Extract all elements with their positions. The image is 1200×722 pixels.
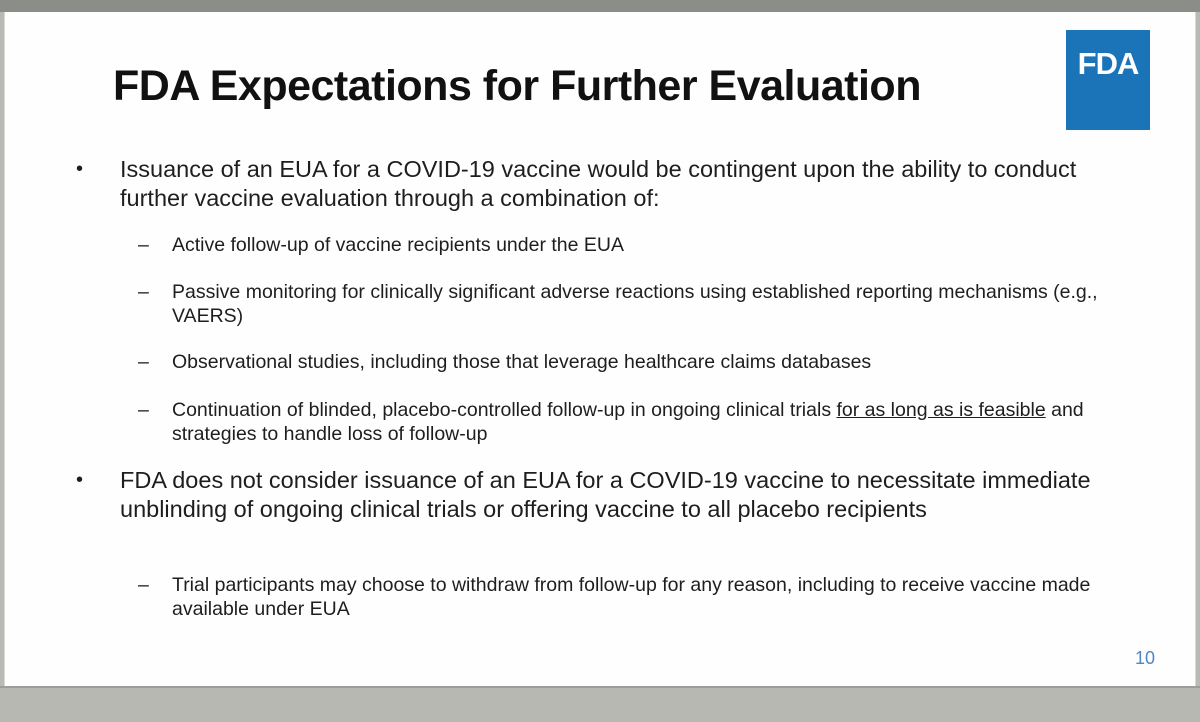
sub-item-1-1 [138, 233, 1127, 257]
viewer-top-bar [0, 0, 1200, 12]
bullet-text: Issuance of an EUA for a COVID-19 vaccine would be contingent upon the ability to conduct further vaccine evaluation through a combination of: [120, 156, 1077, 211]
dash-marker: – [138, 574, 149, 596]
sub-item-text [172, 398, 1092, 446]
presentation-slide [4, 12, 1196, 686]
sub-item-text: Observational studies, including those that leverage healthcare claims databases [172, 351, 872, 373]
dash-marker: – [138, 351, 149, 373]
bullet-text: FDA does not consider issuance of an EUA for a COVID-19 vaccine to necessitate immediate unblinding of ongoing clinical trials or offering vaccine to all placebo recipients [120, 467, 1091, 522]
viewer-bottom-bar [0, 686, 1200, 722]
bullet-item-1 [76, 155, 1130, 213]
sub-item-text: Trial participants may choose to withdraw from follow-up for any reason, including to receive vaccine made available under EUA [172, 574, 1091, 620]
bullet-marker: • [76, 158, 84, 180]
dash-marker: – [138, 281, 149, 303]
sub-item-1-3 [138, 350, 1127, 374]
sub-item-text-part: Continuation of blinded, placebo-controlled follow-up in ongoing clinical trials [172, 399, 837, 421]
sub-item-text-part: and strategies to handle loss of follow-up [172, 399, 1084, 445]
bullet-marker: • [76, 469, 84, 491]
dash-marker: – [138, 234, 149, 256]
bullet-item-2 [76, 466, 1110, 524]
underlined-emphasis: for as long as is feasible [836, 399, 1046, 421]
fda-logo: FDA [1066, 30, 1150, 130]
slide-page-number: 10 [1135, 648, 1156, 668]
sub-item-text: Active follow-up of vaccine recipients under the EUA [172, 234, 624, 256]
sub-item-1-4 [138, 398, 1092, 446]
slide-title: FDA Expectations for Further Evaluation [113, 62, 921, 110]
sub-item-2-1 [138, 573, 1112, 621]
sub-item-1-2 [138, 280, 1127, 328]
dash-marker: – [138, 399, 149, 421]
sub-item-text: Passive monitoring for clinically significant adverse reactions using established reporting mechanisms (e.g., VAERS) [172, 281, 1098, 327]
